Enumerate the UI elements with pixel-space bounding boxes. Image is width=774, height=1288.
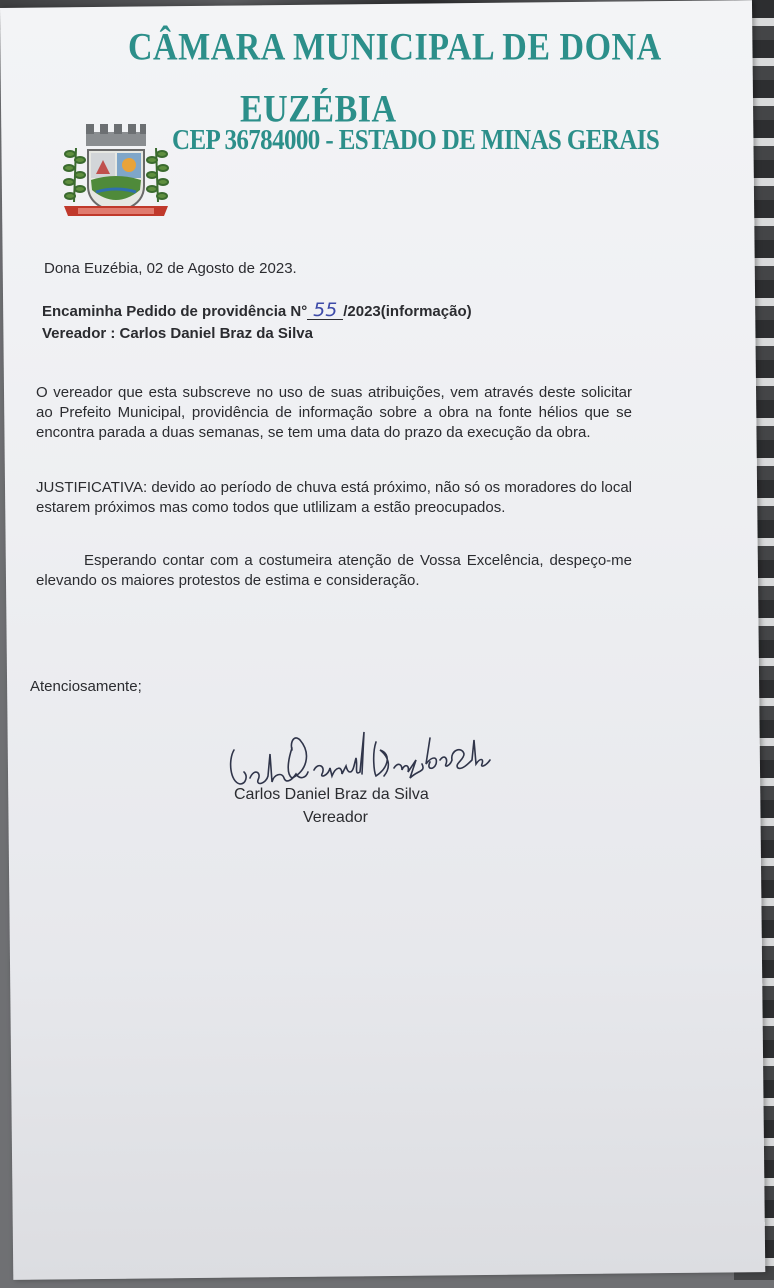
subject-line bbox=[42, 301, 472, 322]
body-paragraph-request: O vereador que esta subscreve no uso de suas atribuições, vem através deste solicitar ao Prefeito Municipal, providência de informação sobre a obra na fonte hélios que se encontra parada a duas semanas, se tem uma data do prazo da execução da obra. bbox=[36, 384, 632, 441]
subject-suffix: /2023(informação) bbox=[343, 303, 472, 320]
request-number: 55 bbox=[307, 301, 343, 320]
vereador-line: Vereador : Carlos Daniel Braz da Silva bbox=[42, 325, 313, 342]
handwritten-signature bbox=[226, 720, 498, 794]
header-subtitle: CEP 36784000 - ESTADO DE MINAS GERAIS bbox=[172, 125, 660, 157]
header-title-line2: EUZÉBIA bbox=[240, 88, 397, 131]
body-paragraph-justification: JUSTIFICATIVA: devido ao período de chuva está próximo, não só os moradores do local estarem próximos mas como todos que utlilizam a estão preocupados. bbox=[36, 479, 632, 516]
closing-salutation: Atenciosamente; bbox=[30, 678, 142, 695]
signatory-role: Vereador bbox=[303, 809, 368, 826]
header-title-line1: CÂMARA MUNICIPAL DE DONA bbox=[128, 26, 662, 69]
coat-of-arms-icon bbox=[60, 120, 172, 226]
signatory-name: Carlos Daniel Braz da Silva bbox=[234, 786, 429, 803]
subject-prefix: Encaminha Pedido de providência N° bbox=[42, 303, 308, 320]
body-paragraph-closing: Esperando contar com a costumeira atenção de Vossa Excelência, despeço-me elevando os maiores protestos de estima e consideração. bbox=[36, 552, 632, 589]
letter-date: Dona Euzébia, 02 de Agosto de 2023. bbox=[44, 260, 297, 277]
